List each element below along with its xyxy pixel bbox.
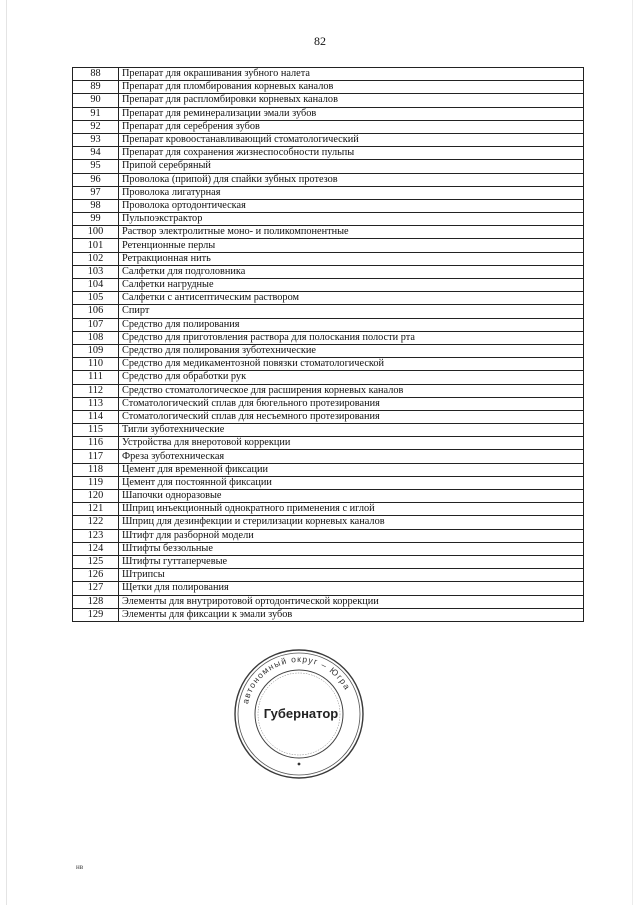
table-row xyxy=(73,384,584,397)
row-item-name: Проволока (припой) для спайки зубных протезов xyxy=(119,173,584,186)
table-row xyxy=(73,305,584,318)
row-number: 127 xyxy=(73,582,119,595)
row-number: 97 xyxy=(73,186,119,199)
row-item-name: Спирт xyxy=(119,305,584,318)
table-row xyxy=(73,186,584,199)
row-item-name: Щетки для полирования xyxy=(119,582,584,595)
stamp-ring-text: автономный округ – Югра xyxy=(240,653,353,705)
table-row xyxy=(73,173,584,186)
row-item-name: Средство стоматологическое для расширения корневых каналов xyxy=(119,384,584,397)
table-row xyxy=(73,292,584,305)
table-row xyxy=(73,252,584,265)
table-row xyxy=(73,213,584,226)
table-row xyxy=(73,476,584,489)
row-item-name: Элементы для фиксации к эмали зубов xyxy=(119,608,584,621)
table-row xyxy=(73,450,584,463)
table-row xyxy=(73,94,584,107)
row-item-name: Препарат для сохранения жизнеспособности пульпы xyxy=(119,147,584,160)
row-number: 115 xyxy=(73,424,119,437)
table-row xyxy=(73,331,584,344)
row-number: 90 xyxy=(73,94,119,107)
row-number: 106 xyxy=(73,305,119,318)
row-number: 109 xyxy=(73,344,119,357)
table-row xyxy=(73,516,584,529)
row-number: 88 xyxy=(73,68,119,81)
table-row xyxy=(73,279,584,292)
row-item-name: Шприц инъекционный однократного применения с иглой xyxy=(119,503,584,516)
stamp-center-text: Губернатор xyxy=(263,706,339,721)
row-item-name: Препарат для распломбировки корневых каналов xyxy=(119,94,584,107)
row-item-name: Элементы для внутриротовой ортодонтической коррекции xyxy=(119,595,584,608)
row-number: 91 xyxy=(73,107,119,120)
row-item-name: Пульпоэкстрактор xyxy=(119,213,584,226)
row-item-name: Средство для полирования зуботехнические xyxy=(119,344,584,357)
row-item-name: Препарат для пломбирования корневых каналов xyxy=(119,81,584,94)
table-row xyxy=(73,120,584,133)
table-row xyxy=(73,542,584,555)
row-number: 104 xyxy=(73,279,119,292)
table-row xyxy=(73,265,584,278)
row-number: 118 xyxy=(73,463,119,476)
row-number: 124 xyxy=(73,542,119,555)
row-item-name: Салфетки нагрудные xyxy=(119,279,584,292)
row-item-name: Фреза зуботехническая xyxy=(119,450,584,463)
row-number: 105 xyxy=(73,292,119,305)
row-item-name: Препарат кровоостанавливающий стоматологический xyxy=(119,133,584,146)
items-table-body xyxy=(73,68,584,622)
table-row xyxy=(73,608,584,621)
table-row xyxy=(73,437,584,450)
row-item-name: Цемент для временной фиксации xyxy=(119,463,584,476)
table-row xyxy=(73,529,584,542)
row-item-name: Салфетки с антисептическим раствором xyxy=(119,292,584,305)
table-row xyxy=(73,107,584,120)
row-number: 116 xyxy=(73,437,119,450)
scan-edge-left xyxy=(6,0,7,905)
row-number: 108 xyxy=(73,331,119,344)
row-item-name: Средство для приготовления раствора для полоскания полости рта xyxy=(119,331,584,344)
row-item-name: Средство для обработки рук xyxy=(119,371,584,384)
table-row xyxy=(73,133,584,146)
table-row xyxy=(73,239,584,252)
row-number: 125 xyxy=(73,555,119,568)
table-row xyxy=(73,358,584,371)
row-item-name: Шапочки одноразовые xyxy=(119,490,584,503)
row-number: 94 xyxy=(73,147,119,160)
items-table xyxy=(72,67,584,622)
row-number: 99 xyxy=(73,213,119,226)
row-number: 112 xyxy=(73,384,119,397)
row-item-name: Штифт для разборной модели xyxy=(119,529,584,542)
row-item-name: Средство для медикаментозной повязки стоматологической xyxy=(119,358,584,371)
row-number: 103 xyxy=(73,265,119,278)
row-item-name: Цемент для постоянной фиксации xyxy=(119,476,584,489)
row-item-name: Штифты беззольные xyxy=(119,542,584,555)
row-item-name: Стоматологический сплав для несъемного протезирования xyxy=(119,410,584,423)
row-item-name: Штифты гуттаперчевые xyxy=(119,555,584,568)
table-row xyxy=(73,410,584,423)
row-number: 100 xyxy=(73,226,119,239)
row-number: 117 xyxy=(73,450,119,463)
row-item-name: Салфетки для подголовника xyxy=(119,265,584,278)
row-number: 121 xyxy=(73,503,119,516)
scan-edge-right xyxy=(632,0,633,905)
table-row xyxy=(73,147,584,160)
row-number: 98 xyxy=(73,199,119,212)
row-item-name: Раствор электролитные моно- и поликомпонентные xyxy=(119,226,584,239)
table-row xyxy=(73,397,584,410)
row-item-name: Средство для полирования xyxy=(119,318,584,331)
row-number: 123 xyxy=(73,529,119,542)
table-row xyxy=(73,569,584,582)
table-row xyxy=(73,595,584,608)
row-item-name: Шприц для дезинфекции и стерилизации корневых каналов xyxy=(119,516,584,529)
row-item-name: Устройства для внеротовой коррекции xyxy=(119,437,584,450)
table-row xyxy=(73,199,584,212)
row-number: 110 xyxy=(73,358,119,371)
row-number: 95 xyxy=(73,160,119,173)
row-item-name: Штрипсы xyxy=(119,569,584,582)
row-number: 113 xyxy=(73,397,119,410)
row-number: 126 xyxy=(73,569,119,582)
row-item-name: Препарат для серебрения зубов xyxy=(119,120,584,133)
page-number: 82 xyxy=(314,34,326,48)
table-row xyxy=(73,503,584,516)
row-number: 122 xyxy=(73,516,119,529)
table-row xyxy=(73,81,584,94)
table-row xyxy=(73,424,584,437)
table-row xyxy=(73,555,584,568)
row-item-name: Ретракционная нить xyxy=(119,252,584,265)
row-number: 114 xyxy=(73,410,119,423)
row-number: 93 xyxy=(73,133,119,146)
row-item-name: Ретенционные перлы xyxy=(119,239,584,252)
row-number: 96 xyxy=(73,173,119,186)
table-row xyxy=(73,160,584,173)
row-number: 120 xyxy=(73,490,119,503)
table-row xyxy=(73,371,584,384)
governor-stamp xyxy=(229,648,369,780)
row-item-name: Проволока ортодонтическая xyxy=(119,199,584,212)
row-number: 119 xyxy=(73,476,119,489)
row-item-name: Препарат для реминерализации эмали зубов xyxy=(119,107,584,120)
table-row xyxy=(73,318,584,331)
table-row xyxy=(73,226,584,239)
row-item-name: Припой серебряный xyxy=(119,160,584,173)
row-number: 107 xyxy=(73,318,119,331)
row-item-name: Стоматологический сплав для бюгельного протезирования xyxy=(119,397,584,410)
table-row xyxy=(73,490,584,503)
row-number: 128 xyxy=(73,595,119,608)
row-item-name: Проволока лигатурная xyxy=(119,186,584,199)
table-row xyxy=(73,68,584,81)
row-number: 89 xyxy=(73,81,119,94)
row-number: 101 xyxy=(73,239,119,252)
row-item-name: Препарат для окрашивания зубного налета xyxy=(119,68,584,81)
table-row xyxy=(73,344,584,357)
row-number: 111 xyxy=(73,371,119,384)
table-row xyxy=(73,463,584,476)
row-number: 102 xyxy=(73,252,119,265)
row-item-name: Тигли зуботехнические xyxy=(119,424,584,437)
table-row xyxy=(73,582,584,595)
row-number: 92 xyxy=(73,120,119,133)
row-number: 129 xyxy=(73,608,119,621)
footer-code: нв xyxy=(76,863,84,871)
